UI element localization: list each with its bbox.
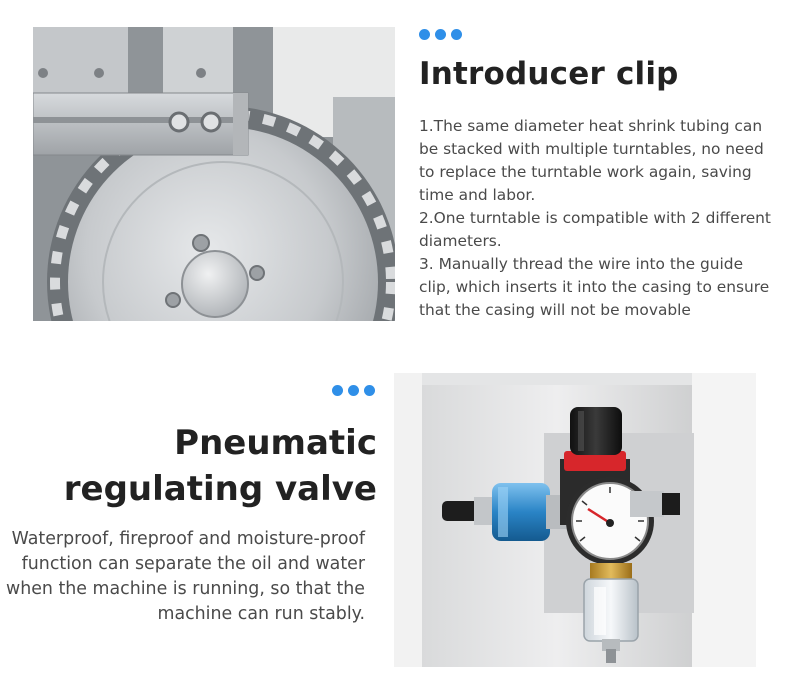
section-marker-dots xyxy=(419,29,462,40)
pneumatic-valve-description: Waterproof, fireproof and moisture-proof function can separate the oil and water when the machine is running, so that the machine can run stably. xyxy=(5,529,365,624)
introducer-clip-title: Introducer clip xyxy=(419,56,679,92)
regulator-illustration xyxy=(394,373,756,667)
marker-dot xyxy=(348,385,359,396)
turntable-illustration xyxy=(33,27,395,321)
pneumatic-valve-title xyxy=(64,420,377,512)
pneumatic-valve-photo xyxy=(394,373,756,667)
feature-point-2: 2.One turntable is compatible with 2 different diameters. xyxy=(419,209,771,250)
introducer-clip-description xyxy=(419,115,779,322)
introducer-clip-photo xyxy=(33,27,395,321)
marker-dot xyxy=(332,385,343,396)
title-line-1: Pneumatic xyxy=(174,423,377,463)
section-marker-dots xyxy=(332,385,375,396)
feature-point-1: 1.The same diameter heat shrink tubing can be stacked with multiple turntables, no need to replace the turntable work again, saving time and labor. xyxy=(419,117,764,204)
marker-dot xyxy=(451,29,462,40)
marker-dot xyxy=(419,29,430,40)
marker-dot xyxy=(364,385,375,396)
title-line-2: regulating valve xyxy=(63,469,377,509)
marker-dot xyxy=(435,29,446,40)
feature-point-3: 3. Manually thread the wire into the guide clip, which inserts it into the casing to ensure that the casing will not be movable xyxy=(419,255,770,319)
